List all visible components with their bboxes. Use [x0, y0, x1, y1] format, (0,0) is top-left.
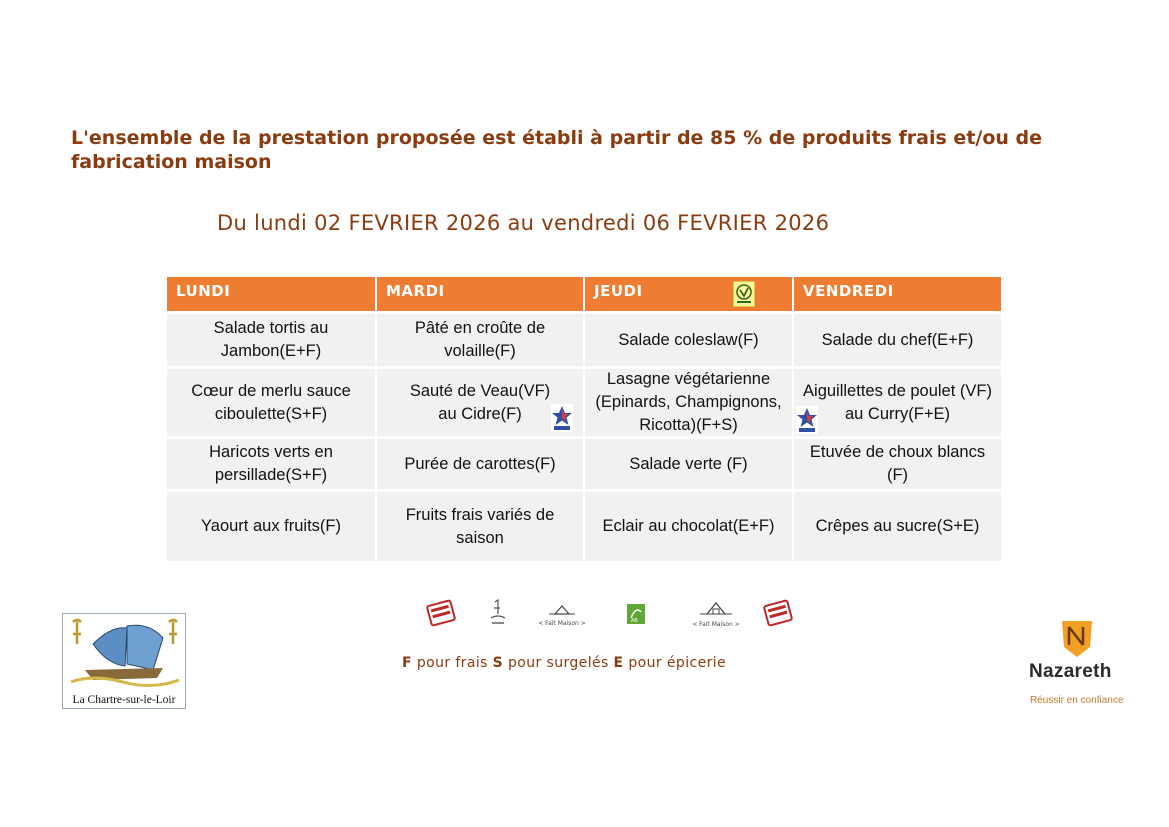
label-logos [420, 596, 800, 630]
table-row [167, 439, 1001, 489]
menu-cell: Cœur de merlu sauce ciboulette(S+F) [167, 369, 375, 436]
legend-text: pour frais [411, 655, 493, 671]
ship-icon [63, 614, 185, 692]
nazareth-logo [1016, 617, 1138, 713]
menu-cell [792, 369, 1001, 436]
legend [402, 655, 726, 671]
chartre-caption: La Chartre-sur-le-Loir [72, 694, 176, 706]
header-day: LUNDI [167, 277, 375, 311]
menu-cell: Haricots verts en persillade(S+F) [167, 439, 375, 489]
legend-key: F [402, 655, 412, 671]
menu-cell: Eclair au chocolat(E+F) [583, 492, 792, 561]
menu-cell: Etuvée de choux blancs (F) [792, 439, 1001, 489]
fait-maison-label: < Fait Maison > [692, 621, 740, 628]
menu-cell: Salade coleslaw(F) [583, 314, 792, 366]
header-day: VENDREDI [792, 277, 1001, 311]
produits-locaux-icon [763, 598, 793, 628]
viande-francaise-icon [796, 406, 818, 434]
chef-hat-icon [486, 598, 510, 628]
nazareth-tagline: Réussir en confiance [1030, 695, 1124, 706]
produits-locaux-icon [426, 598, 456, 628]
legend-key: S [492, 655, 504, 671]
fait-maison-icon [533, 601, 591, 627]
menu-cell-text: Sauté de Veau(VF) au Cidre(F) [409, 381, 551, 423]
table-row [167, 369, 1001, 436]
menu-cell: Fruits frais variés de saison [375, 492, 583, 561]
table-row [167, 492, 1001, 561]
header-day-label: JEUDI [594, 282, 643, 300]
vegetarian-label-icon [733, 281, 755, 307]
table-row [167, 314, 1001, 366]
nazareth-name: Nazareth [1029, 661, 1112, 682]
table-header [167, 277, 1001, 311]
menu-cell: Lasagne végétarienne (Epinards, Champignons, Ricotta)(F+S) [583, 369, 792, 436]
legend-text: pour épicerie [623, 655, 727, 671]
agriculture-biologique-icon [627, 604, 645, 624]
menu-cell: Salade tortis au Jambon(E+F) [167, 314, 375, 366]
chartre-logo [62, 613, 186, 709]
intro-text: L'ensemble de la prestation proposée est établi à partir de 85 % de produits frais et/ou de fabrication maison [71, 127, 1043, 173]
legend-key: E [613, 655, 624, 671]
menu-cell: Purée de carottes(F) [375, 439, 583, 489]
menu-cell [375, 369, 583, 436]
menu-cell: Crêpes au sucre(S+E) [792, 492, 1001, 561]
nazareth-emblem-icon [1016, 617, 1138, 661]
fait-maison-label: < Fait Maison > [538, 620, 586, 627]
menu-cell-text: Aiguillettes de poulet (VF) au Curry(F+E) [803, 381, 992, 423]
menu-table [167, 277, 1001, 561]
legend-text: pour surgelés [503, 655, 614, 671]
menu-cell: Pâté en croûte de volaille(F) [375, 314, 583, 366]
header-day: MARDI [375, 277, 583, 311]
menu-cell: Yaourt aux fruits(F) [167, 492, 375, 561]
menu-cell: Salade verte (F) [583, 439, 792, 489]
fait-maison-icon [686, 599, 746, 629]
viande-francaise-icon [551, 404, 573, 432]
week-period: Du lundi 02 FEVRIER 2026 au vendredi 06 FEVRIER 2026 [217, 211, 830, 235]
menu-cell: Salade du chef(E+F) [792, 314, 1001, 366]
svg-text:AB: AB [631, 618, 638, 624]
header-day [583, 277, 792, 311]
